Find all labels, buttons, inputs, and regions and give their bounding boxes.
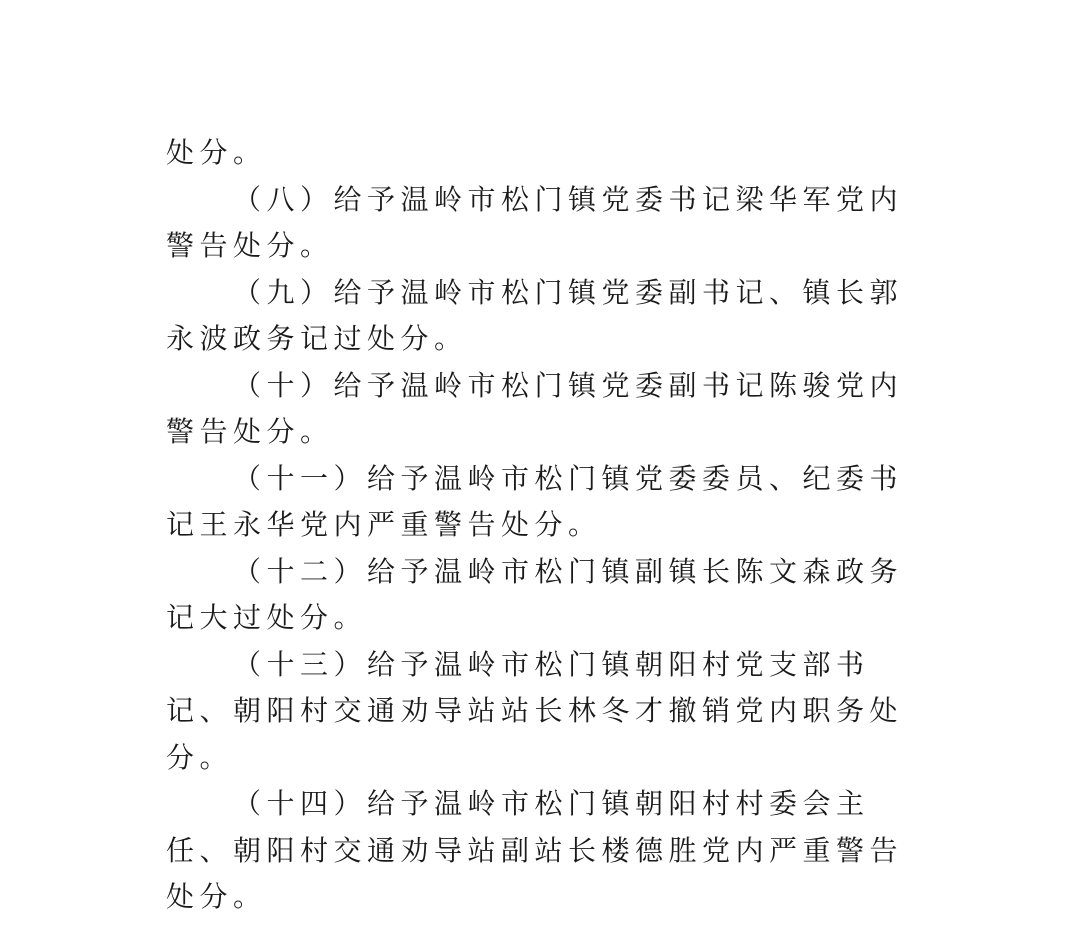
paragraph-item-13: （十三）给予温岭市松门镇朝阳村党支部书记、朝阳村交通劝导站站长林冬才撤销党内职务处分。 [166,647,904,774]
paragraph-item-12: （十二）给予温岭市松门镇副镇长陈文森政务记大过处分。 [166,554,904,634]
paragraph-item-9: （九）给予温岭市松门镇党委副书记、镇长郭永波政务记过处分。 [166,275,904,355]
paragraph-item-14: （十四）给予温岭市松门镇朝阳村村委会主任、朝阳村交通劝导站副站长楼德胜党内严重警告处分。 [166,787,904,913]
paragraph-item-10: （十）给予温岭市松门镇党委副书记陈骏党内警告处分。 [166,368,904,448]
paragraph-item-11: （十一）给予温岭市松门镇党委委员、纪委书记王永华党内严重警告处分。 [166,461,904,541]
paragraph-item-8: （八）给予温岭市松门镇党委书记梁华军党内警告处分。 [166,182,904,262]
document-body [166,130,926,921]
paragraph-continuation: 处分。 [166,136,267,169]
